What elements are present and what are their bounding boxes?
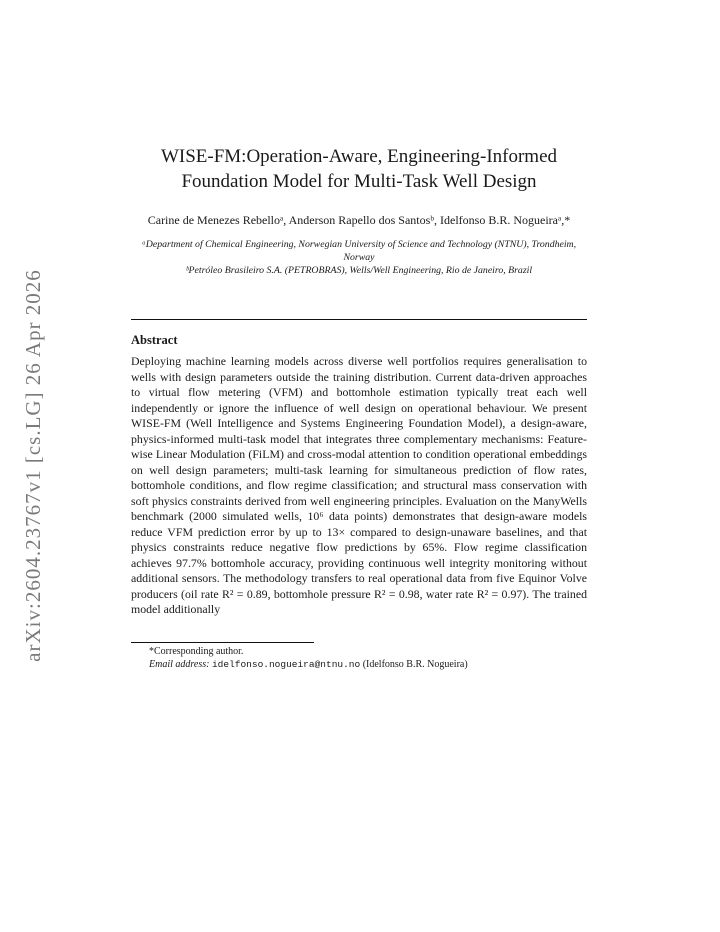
affiliations — [131, 238, 587, 277]
corresponding-author-note: *Corresponding author. — [149, 645, 244, 657]
arxiv-side-stamp — [18, 260, 48, 670]
affiliation-a: ᵃDepartment of Chemical Engineering, Norwegian University of Science and Technology (NTNU), Trondheim, Norway — [141, 239, 577, 263]
paper-title: WISE-FM:Operation-Aware, Engineering-Informed Foundation Model for Multi-Task Well Design — [160, 146, 558, 192]
arxiv-identifier: arXiv:2604.23767v1 [cs.LG] 26 Apr 2026 — [20, 268, 45, 662]
abstract-heading: Abstract — [131, 333, 178, 347]
footnote-rule — [131, 642, 314, 643]
affiliation-b: ᵇPetróleo Brasileiro S.A. (PETROBRAS), Wells/Well Engineering, Rio de Janeiro, Brazil — [185, 265, 533, 276]
footnotes — [131, 645, 587, 671]
email-line — [149, 658, 587, 671]
abstract-top-rule — [131, 319, 587, 320]
email-owner: (Idelfonso B.R. Nogueira) — [362, 658, 468, 670]
abstract-text: Deploying machine learning models across diverse well portfolios requires generalisation to wells with design parameters outside the training distribution. Current data-driven approaches to virtual flow metering (VFM) and bottomhole estimation typically treat each well independently or ignore the influence of well design on operational behaviour. We present WISE-FM (Well Intelligence and Systems Engineering Foundation Model), a design-aware, physics-informed multi-task model that integrates three complementary mechanisms: Feature-wise Linear Modulation (FiLM) and cross-modal attention to condition operational embeddings on well design parameters; multi-task learning for simultaneous prediction of flow rates, bottomhole conditions, and flow regime classification; and structural mass conservation with soft physics constraints derived from well engineering principles. Evaluation on the ManyWells benchmark (2000 simulated wells, 10⁶ data points) demonstrates that design-aware models reduce VFM prediction error by up to 13× compared to design-unaware baselines, and that physics constraints reduce negative flow predictions by 65%. Flow regime classification achieves 97.7% bottomhole accuracy, providing continuous well integrity monitoring without additional sensors. The methodology transfers to real operational data from five Equinor Volve producers (oil rate R² = 0.89, bottomhole pressure R² = 0.98, water rate R² = 0.97). The trained model additionally — [131, 354, 587, 616]
paper-first-page — [131, 140, 587, 671]
email-address[interactable]: idelfonso.nogueira@ntnu.no — [211, 658, 361, 670]
author-list: Carine de Menezes Rebelloᵃ, Anderson Rapello dos Santosᵇ, Idelfonso B.R. Nogueiraᵃ,* — [147, 213, 571, 227]
email-label: Email address: — [149, 658, 210, 670]
